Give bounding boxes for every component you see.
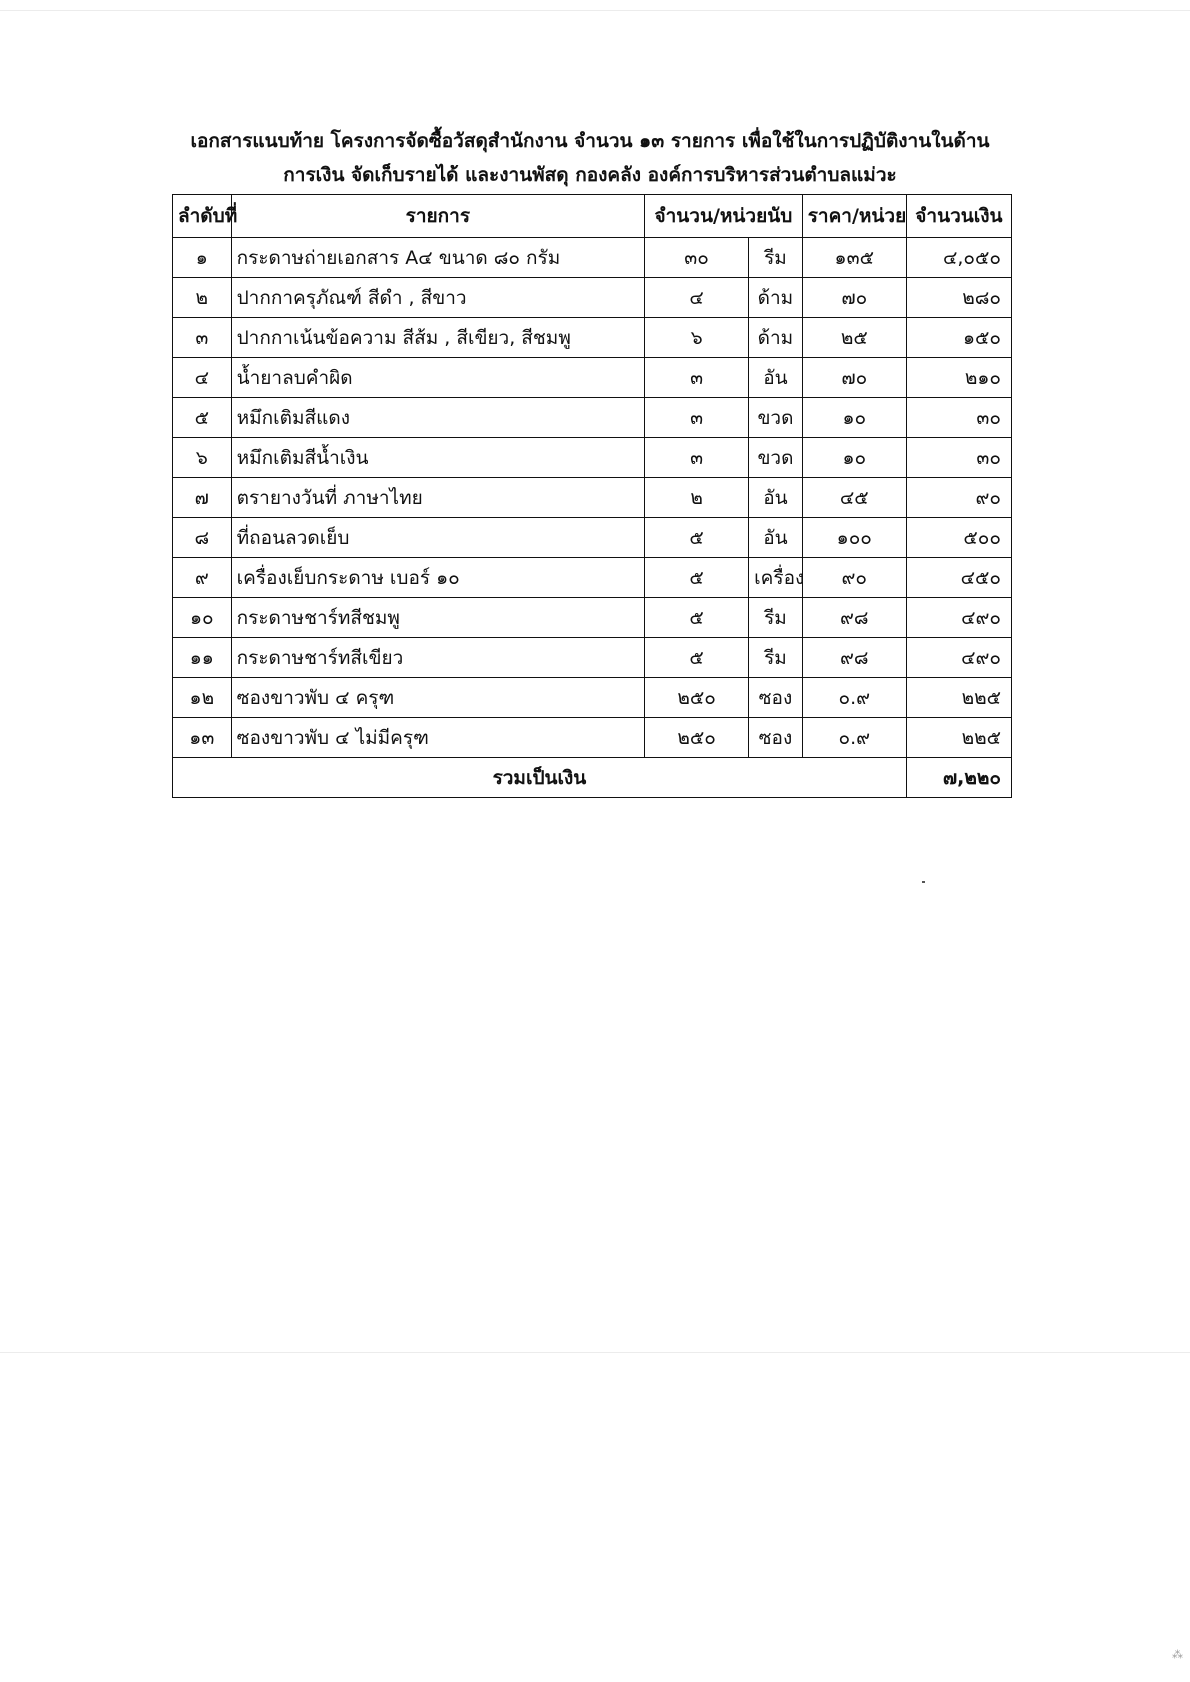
table-row <box>173 638 1012 678</box>
row-quantity: ๓ <box>645 438 749 478</box>
row-unit: ซอง <box>749 718 803 758</box>
row-amount: ๑๕๐ <box>906 318 1011 358</box>
row-quantity: ๖ <box>645 318 749 358</box>
table-row <box>173 278 1012 318</box>
table-row <box>173 718 1012 758</box>
row-unit: ซอง <box>749 678 803 718</box>
row-number: ๗ <box>173 478 232 518</box>
row-unit: รีม <box>749 598 803 638</box>
table-row <box>173 238 1012 278</box>
row-unit: รีม <box>749 238 803 278</box>
row-item: ซองขาวพับ ๔ ครุฑ <box>231 678 644 718</box>
items-table <box>172 194 1012 798</box>
row-item: ซองขาวพับ ๔ ไม่มีครุฑ <box>231 718 644 758</box>
row-amount: ๒๑๐ <box>906 358 1011 398</box>
row-item: ตรายางวันที่ ภาษาไทย <box>231 478 644 518</box>
row-price: ๗๐ <box>802 278 906 318</box>
row-item: ที่ถอนลวดเย็บ <box>231 518 644 558</box>
row-price: ๙๘ <box>802 638 906 678</box>
row-amount: ๓๐ <box>906 438 1011 478</box>
table-header-row <box>173 195 1012 238</box>
row-unit: รีม <box>749 638 803 678</box>
row-price: ๑๐ <box>802 438 906 478</box>
row-price: ๙๐ <box>802 558 906 598</box>
row-number: ๖ <box>173 438 232 478</box>
row-unit: ด้าม <box>749 318 803 358</box>
row-number: ๓ <box>173 318 232 358</box>
title-line-1: เอกสารแนบท้าย โครงการจัดซื้อวัสดุสำนักงาน จำนวน ๑๓ รายการ เพื่อใช้ในการปฏิบัติงานในด้าน <box>190 130 990 152</box>
header-item: รายการ <box>231 195 644 238</box>
row-number: ๑๓ <box>173 718 232 758</box>
table-row <box>173 438 1012 478</box>
row-quantity: ๕ <box>645 518 749 558</box>
row-item: หมึกเติมสีแดง <box>231 398 644 438</box>
row-quantity: ๕ <box>645 558 749 598</box>
row-item: น้ำยาลบคำผิด <box>231 358 644 398</box>
row-number: ๔ <box>173 358 232 398</box>
total-row <box>173 758 1012 798</box>
row-unit: อัน <box>749 478 803 518</box>
row-unit: ขวด <box>749 438 803 478</box>
row-quantity: ๓ <box>645 398 749 438</box>
row-item: หมึกเติมสีน้ำเงิน <box>231 438 644 478</box>
row-price: ๑๐๐ <box>802 518 906 558</box>
scan-edge-mid <box>0 1352 1190 1353</box>
row-quantity: ๒๕๐ <box>645 718 749 758</box>
row-item: กระดาษชาร์ทสีชมพู <box>231 598 644 638</box>
document-title <box>150 124 1030 192</box>
row-amount: ๒๒๕ <box>906 678 1011 718</box>
title-line-2: การเงิน จัดเก็บรายได้ และงานพัสดุ กองคลัง องค์การบริหารส่วนตำบลแม่วะ <box>283 164 897 186</box>
table-row <box>173 318 1012 358</box>
stray-mark <box>922 881 925 883</box>
row-item: ปากกาเน้นข้อความ สีส้ม , สีเขียว, สีชมพู <box>231 318 644 358</box>
header-price: ราคา/หน่วย <box>802 195 906 238</box>
table-row <box>173 358 1012 398</box>
row-amount: ๓๐ <box>906 398 1011 438</box>
table-row <box>173 678 1012 718</box>
scan-corner-mark: ⁂ <box>1172 1648 1183 1661</box>
row-quantity: ๓๐ <box>645 238 749 278</box>
table-row <box>173 398 1012 438</box>
total-label: รวมเป็นเงิน <box>173 758 907 798</box>
row-number: ๙ <box>173 558 232 598</box>
row-amount: ๔๙๐ <box>906 598 1011 638</box>
row-price: ๑๐ <box>802 398 906 438</box>
row-amount: ๕๐๐ <box>906 518 1011 558</box>
row-amount: ๒๒๕ <box>906 718 1011 758</box>
row-number: ๑๐ <box>173 598 232 638</box>
header-no: ลำดับที่ <box>173 195 232 238</box>
row-number: ๑๒ <box>173 678 232 718</box>
row-price: ๗๐ <box>802 358 906 398</box>
header-amount: จำนวนเงิน <box>906 195 1011 238</box>
row-item: กระดาษถ่ายเอกสาร A๔ ขนาด ๘๐ กรัม <box>231 238 644 278</box>
header-qty-unit: จำนวน/หน่วยนับ <box>645 195 803 238</box>
row-amount: ๔๕๐ <box>906 558 1011 598</box>
row-number: ๕ <box>173 398 232 438</box>
row-price: ๙๘ <box>802 598 906 638</box>
row-unit: เครื่อง <box>749 558 803 598</box>
row-price: ๐.๙ <box>802 718 906 758</box>
row-item: เครื่องเย็บกระดาษ เบอร์ ๑๐ <box>231 558 644 598</box>
row-unit: ขวด <box>749 398 803 438</box>
total-amount: ๗,๒๒๐ <box>906 758 1011 798</box>
table-row <box>173 558 1012 598</box>
row-amount: ๒๘๐ <box>906 278 1011 318</box>
row-quantity: ๒ <box>645 478 749 518</box>
row-quantity: ๔ <box>645 278 749 318</box>
row-quantity: ๒๕๐ <box>645 678 749 718</box>
row-quantity: ๕ <box>645 638 749 678</box>
row-number: ๑ <box>173 238 232 278</box>
row-price: ๐.๙ <box>802 678 906 718</box>
row-unit: ด้าม <box>749 278 803 318</box>
row-quantity: ๕ <box>645 598 749 638</box>
row-number: ๘ <box>173 518 232 558</box>
row-price: ๒๕ <box>802 318 906 358</box>
row-unit: อัน <box>749 358 803 398</box>
row-quantity: ๓ <box>645 358 749 398</box>
scan-edge-top <box>0 10 1190 11</box>
table-row <box>173 518 1012 558</box>
table-row <box>173 478 1012 518</box>
row-unit: อัน <box>749 518 803 558</box>
row-price: ๑๓๕ <box>802 238 906 278</box>
row-amount: ๙๐ <box>906 478 1011 518</box>
row-item: กระดาษชาร์ทสีเขียว <box>231 638 644 678</box>
row-item: ปากกาครุภัณฑ์ สีดำ , สีขาว <box>231 278 644 318</box>
row-number: ๒ <box>173 278 232 318</box>
row-amount: ๔,๐๕๐ <box>906 238 1011 278</box>
row-amount: ๔๙๐ <box>906 638 1011 678</box>
row-price: ๔๕ <box>802 478 906 518</box>
table-row <box>173 598 1012 638</box>
row-number: ๑๑ <box>173 638 232 678</box>
